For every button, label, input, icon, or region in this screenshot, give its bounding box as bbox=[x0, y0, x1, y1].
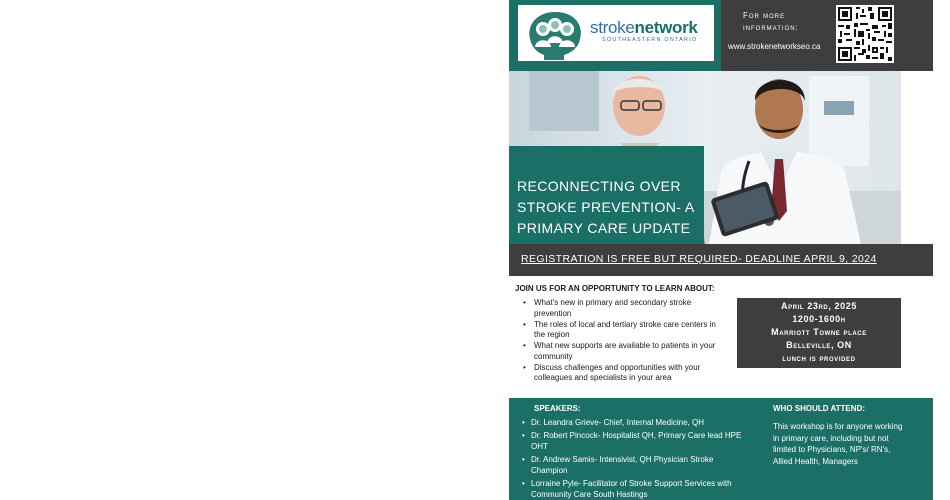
page-right-margin bbox=[933, 0, 950, 500]
header-logo-panel bbox=[509, 0, 721, 71]
event-time: 1200-1600h bbox=[792, 314, 846, 324]
list-item: • Discuss challenges and opportunities with your colleagues and specialists in your area bbox=[523, 363, 723, 384]
learn-heading: JOIN US FOR AN OPPORTUNITY TO LEARN ABOUT: bbox=[515, 284, 715, 293]
info-heading-line1: For more bbox=[743, 11, 786, 20]
list-item: • The roles of local and tertiary stroke care centers in the region bbox=[523, 320, 723, 341]
website-link[interactable]: www.strokenetworkseo.ca bbox=[728, 42, 821, 51]
event-details-box bbox=[737, 298, 901, 368]
list-item: • Dr. Andrew Samis- Intensivist, QH Physician Stroke Champion bbox=[522, 454, 748, 477]
list-item: • What new supports are available to patients in your community bbox=[523, 341, 723, 362]
logo-subtitle: SOUTHEASTERN ONTARIO bbox=[602, 37, 698, 43]
photo-right-margin bbox=[901, 71, 933, 244]
event-title-line2: STROKE PREVENTION- A bbox=[517, 199, 695, 215]
event-lunch: lunch is provided bbox=[782, 353, 856, 363]
attend-heading: WHO SHOULD ATTEND: bbox=[773, 404, 865, 413]
speakers-heading: SPEAKERS: bbox=[534, 404, 581, 413]
event-venue: Marriott Towne place bbox=[771, 327, 867, 337]
event-title-line1: RECONNECTING OVER bbox=[517, 178, 681, 194]
speakers-section bbox=[509, 398, 933, 500]
event-title-line3: PRIMARY CARE UPDATE bbox=[517, 220, 691, 236]
list-item: • Dr. Leandra Grieve- Chief, Internal Medicine, QH bbox=[522, 417, 748, 429]
registration-text[interactable]: REGISTRATION IS FREE BUT REQUIRED- DEADLINE APRIL 9, 2024 bbox=[521, 253, 877, 265]
info-heading-line2: information: bbox=[743, 23, 799, 32]
flyer bbox=[509, 0, 933, 500]
attend-text: This workshop is for anyone working in primary care, including but not limited to Physicians, NP's/ RN's, Allied Health, Managers bbox=[773, 422, 903, 466]
qr-code-icon[interactable] bbox=[836, 5, 894, 63]
speakers-list bbox=[522, 417, 748, 500]
list-item: • Dr. Robert Pincock- Hospitalist QH, Primary Care lead HPE OHT bbox=[522, 430, 748, 453]
registration-bar bbox=[509, 244, 933, 276]
list-item: • Lorraine Pyle- Facilitator of Stroke Support Services with Community Care South Hastings bbox=[522, 478, 748, 500]
list-item: • What's new in primary and secondary stroke prevention bbox=[523, 298, 723, 319]
logo-heads-icon bbox=[524, 9, 586, 61]
logo-wordmark: strokenetwork bbox=[590, 18, 698, 37]
learn-list bbox=[523, 298, 723, 384]
event-date: April 23rd, 2025 bbox=[781, 301, 857, 311]
logo[interactable] bbox=[518, 5, 714, 61]
header-info-panel bbox=[721, 0, 933, 71]
event-city: Belleville, ON bbox=[786, 340, 852, 350]
